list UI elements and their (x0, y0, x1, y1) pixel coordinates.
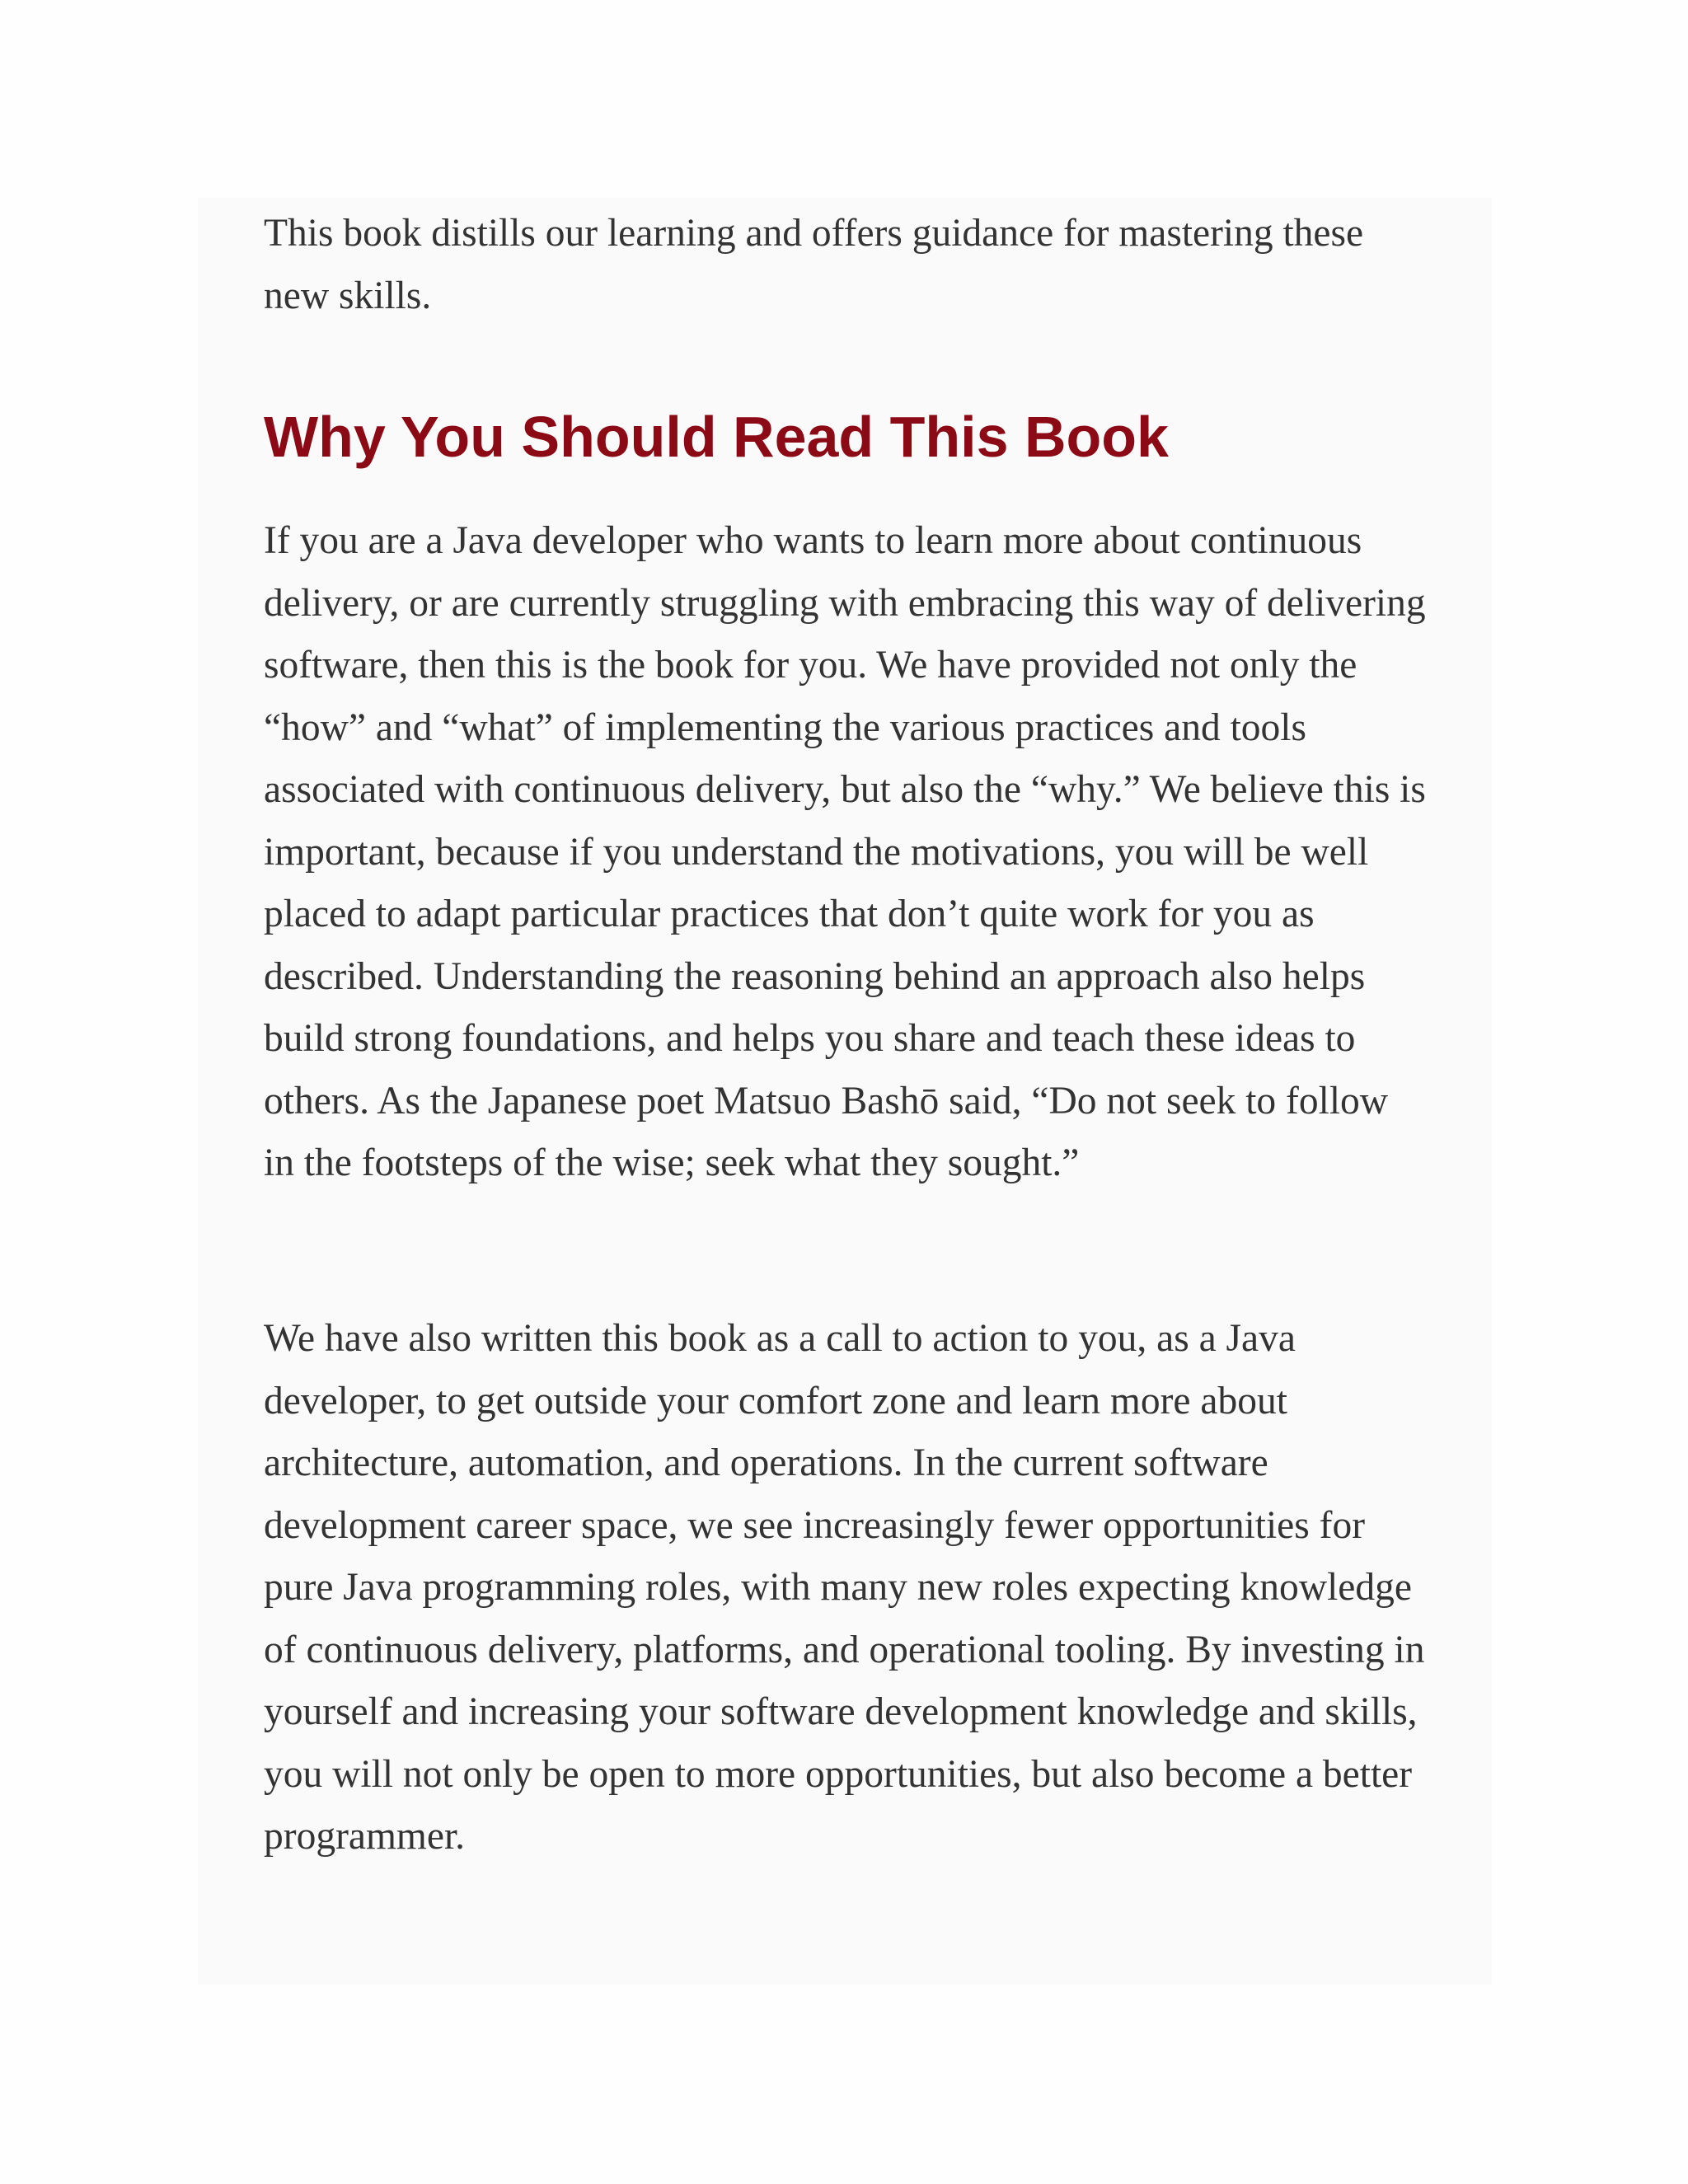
section-heading: Why You Should Read This Book (264, 405, 1169, 469)
intro-paragraph: This book distills our learning and offers guidance for mastering these new skills. (264, 212, 1364, 317)
body-paragraph-2: We have also written this book as a call to action to you, as a Java developer, to get outside your comfort zone and learn more about architecture, automation, and operations. In the current software development career space, we see increasingly fewer opportunities for pure Java programming roles, with many new roles expecting knowledge of continuous delivery, platforms, and operational tooling. By investing in yourself and increasing your software development knowledge and skills, you will not only be open to more opportunities, but also become a better programmer. (264, 1317, 1425, 1858)
page-content (198, 198, 1492, 1985)
body-paragraph-1: If you are a Java developer who wants to learn more about continuous delivery, or are currently struggling with embracing this way of delivering software, then this is the book for you. We have provided not only the “how” and “what” of implementing the various practices and tools associated with continuous delivery, but also the “why.” We believe this is important, because if you understand the motivations, you will be well placed to adapt particular practices that don’t quite work for you as described. Understanding the reasoning behind an approach also helps build strong foundations, and helps you share and teach these ideas to others. As the Japanese poet Matsuo Bashō said, “Do not seek to follow in the footsteps of the wise; seek what they sought.” (264, 519, 1426, 1184)
